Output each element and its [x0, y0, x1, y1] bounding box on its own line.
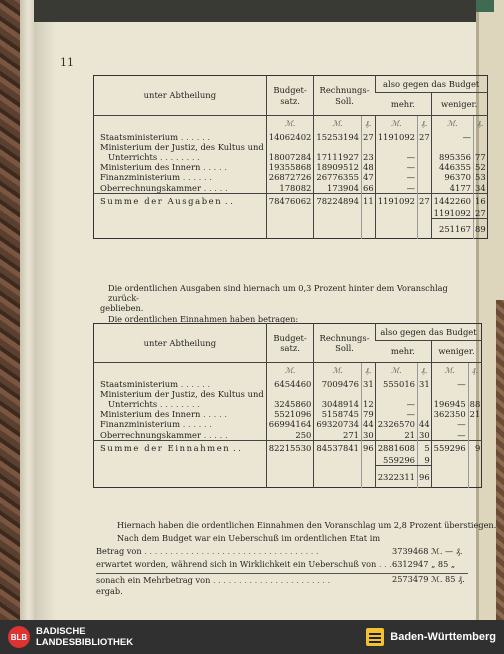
cell-weniger_c [468, 389, 482, 399]
cell-weniger_c: 52 [474, 162, 486, 173]
table-row [94, 172, 488, 182]
minus-weniger-pf: 9 [418, 455, 432, 466]
table-row [94, 399, 482, 409]
cell-mehr [375, 142, 417, 152]
cell-weniger: 96370 [431, 172, 473, 182]
cell-mehr_c [418, 399, 432, 409]
cell-mehr: — [375, 162, 417, 172]
book-cover-marbled-right [496, 300, 504, 620]
sum-weniger: 1442260 [431, 193, 473, 208]
page-number: 11 [60, 56, 74, 69]
cell-weniger: — [431, 132, 473, 142]
table-row [94, 409, 482, 419]
cell-budget: 66994164 [266, 419, 314, 429]
cell-soll: 15253194 [314, 132, 362, 142]
cell-mehr_c: 31 [419, 378, 430, 389]
table-row [94, 389, 482, 399]
cell-soll_c: 27 [363, 131, 374, 142]
blb-logo-icon: BLB [8, 626, 30, 648]
col-header-abtheilung: unter Abtheilung [94, 76, 267, 116]
unit-mark: ℳ. [314, 116, 362, 132]
expenditure-table [93, 75, 488, 239]
cell-weniger_c [473, 132, 487, 142]
cell-weniger_c [468, 430, 482, 441]
minus-weniger: 559296 [375, 455, 417, 466]
col-header-mehr: mehr. [375, 341, 431, 363]
cell-soll [314, 142, 362, 152]
cell-budget [266, 142, 314, 152]
cell-weniger_c: 21 [469, 409, 481, 420]
cell-soll: 26776355 [314, 172, 362, 182]
cell-weniger: 446355 [431, 162, 473, 172]
sum-budget: 78476062 [266, 193, 314, 208]
sum-mehr-pf: 27 [418, 193, 432, 208]
cell-soll: 173904 [314, 183, 362, 194]
unit-pfennig: ₰. [418, 363, 432, 379]
text-excess-label: sonach ein Mehrbetrag von . . . . . . . . . . . . . . . . . . . . . . . [96, 573, 468, 585]
difference-pf: 96 [418, 466, 432, 488]
cell-weniger [431, 389, 468, 399]
cell-soll: 7009476 [314, 379, 362, 389]
table-row [94, 142, 488, 152]
sum-soll-pf: 11 [362, 193, 376, 208]
sum-mehr: 2881608 [375, 440, 417, 455]
value-excess: 2573479 ℳ. 85 ₰. [392, 574, 465, 584]
col-header-budget: Budget- satz. [266, 76, 314, 116]
unit-mark: ℳ. [375, 363, 417, 379]
cell-budget: 18007284 [266, 152, 314, 162]
text-actual-surplus: erwartet worden, während sich in Wirklichkeit ein Ueberschuß von . . . . [96, 559, 398, 569]
cell-mehr_c [418, 389, 432, 399]
table-row [94, 430, 482, 441]
cell-budget: 26872726 [266, 172, 314, 182]
cell-soll: 69320734 [314, 419, 362, 429]
unit-mark: ℳ. [314, 363, 362, 379]
bw-branding[interactable] [365, 627, 496, 647]
text-budget-expected: Nach dem Budget war ein Ueberschuß im ordentlichen Etat im [117, 533, 381, 543]
cell-mehr_c [418, 162, 432, 172]
value-expected-surplus: 3739468 ℳ. — ₰. [392, 546, 463, 556]
row-label: Unterrichts . . . . . . . . [108, 151, 200, 162]
cell-weniger: — [431, 430, 468, 441]
row-label: Oberrechnungskammer . . . . . [100, 182, 228, 193]
col-header-weniger: weniger. [431, 93, 487, 116]
unit-pfennig: ₰. [362, 363, 376, 379]
cell-weniger [431, 142, 473, 152]
sum-mehr: 1191092 [375, 193, 417, 208]
blb-name-line1: BADISCHE [36, 626, 86, 637]
cell-mehr: 2326570 [375, 419, 417, 429]
col-header-mehr: mehr. [375, 93, 431, 116]
difference: 251167 [431, 219, 473, 239]
cell-mehr: 555016 [375, 379, 417, 389]
text-result: ergab. [96, 586, 123, 596]
cell-mehr_c: 30 [419, 429, 430, 440]
sum-soll: 78224894 [314, 193, 362, 208]
sum-budget: 82215530 [266, 440, 314, 455]
cell-budget: 14062402 [266, 132, 314, 142]
row-label: Staatsministerium . . . . . . [100, 378, 211, 389]
cell-soll_c: 23 [363, 151, 374, 162]
row-label: Ministerium der Justiz, des Kultus und [100, 141, 264, 152]
cell-soll_c: 31 [363, 378, 374, 389]
col-header-abtheilung: unter Abtheilung [94, 324, 267, 363]
sum-weniger-pf: 16 [473, 193, 487, 208]
blb-branding[interactable] [8, 626, 133, 648]
bw-label: Baden-Württemberg [390, 631, 496, 643]
revenue-table [93, 323, 482, 488]
table-row [94, 152, 488, 162]
viewer-footer [0, 620, 504, 654]
cell-mehr_c [418, 172, 432, 182]
cell-mehr: 1191092 [375, 132, 417, 142]
cell-weniger: — [431, 379, 468, 389]
cell-soll_c [362, 389, 376, 399]
difference-pf: 89 [473, 219, 487, 239]
cell-soll: 18909512 [314, 162, 362, 172]
row-label: Ministerium des Innern . . . . . [100, 162, 227, 173]
cell-budget: 6454460 [266, 379, 314, 389]
paragraph-expenditure: Die ordentlichen Ausgaben sind hiernach um 0,3 Prozent hinter dem Voranschlag zurück- geblieben. Die ordentlichen Einnahmen haben betragen: [100, 283, 448, 324]
cell-mehr: — [375, 152, 417, 162]
col-header-group: also gegen das Budget [375, 76, 487, 93]
col-header-soll: Rechnungs- Soll. [314, 324, 375, 363]
cell-budget: 5521096 [266, 409, 314, 419]
cell-budget [266, 389, 314, 399]
unit-pfennig: ₰. [473, 116, 487, 132]
table-row [94, 379, 482, 389]
cell-soll_c: 44 [363, 419, 374, 430]
cell-weniger: — [431, 419, 468, 429]
unit-mark: ℳ. [266, 363, 314, 379]
cell-soll_c: 12 [363, 398, 374, 409]
cell-soll_c: 30 [363, 429, 374, 440]
unit-mark: ℳ. [266, 116, 314, 132]
cell-weniger_c: 34 [474, 182, 486, 193]
cell-soll_c [362, 142, 376, 152]
cell-soll: 271 [314, 430, 362, 441]
col-header-group: also gegen das Budget [375, 324, 482, 341]
cell-mehr_c: 44 [419, 419, 430, 430]
book-cover-marbled-left [0, 0, 20, 620]
row-label: Unterrichts . . . . . . . . [108, 398, 200, 409]
sum-weniger-pf: 9 [468, 440, 482, 455]
row-label: Oberrechnungskammer . . . . . [100, 429, 228, 440]
cell-weniger: 196945 [431, 399, 468, 409]
blb-name-line2: LANDESBIBLIOTHEK [36, 637, 134, 648]
sum-mehr-pf: 5 [418, 440, 432, 455]
book-cover-edge [20, 0, 34, 620]
cell-mehr: — [375, 409, 417, 419]
table-row [94, 162, 488, 172]
cell-weniger: 895356 [431, 152, 473, 162]
cell-weniger_c [468, 379, 482, 389]
cell-soll: 17111927 [314, 152, 362, 162]
table-row [94, 419, 482, 429]
minus-mehr: 1191092 [431, 208, 473, 219]
row-label: Finanzministerium . . . . . . [100, 172, 212, 183]
unit-mark: ℳ. [431, 116, 473, 132]
unit-mark: ℳ. [431, 363, 468, 379]
sum-soll: 84537841 [314, 440, 362, 455]
cell-weniger_c: 88 [469, 398, 481, 409]
row-label: Ministerium des Innern . . . . . [100, 409, 227, 420]
cell-budget: 3245860 [266, 399, 314, 409]
row-label: Staatsministerium . . . . . . [100, 131, 211, 142]
cell-weniger: 4177 [431, 183, 473, 194]
cell-mehr: — [375, 399, 417, 409]
table-row [94, 183, 488, 194]
text-amount-label: Betrag von . . . . . . . . . . . . . . . . . . . . . . . . . . . . . . . . . . [96, 546, 319, 556]
unit-pfennig: ₰. [418, 116, 432, 132]
sum-row-label: Summe der Einnahmen . . [100, 442, 241, 453]
cell-soll_c: 79 [363, 409, 374, 420]
cell-mehr_c [418, 152, 432, 162]
sum-weniger: 559296 [431, 440, 468, 455]
unit-mark: ℳ. [375, 116, 417, 132]
row-label: Ministerium der Justiz, des Kultus und [100, 388, 264, 399]
cell-mehr_c [418, 183, 432, 194]
cell-weniger: 362350 [431, 409, 468, 419]
cell-mehr: 21 [375, 430, 417, 441]
value-actual-surplus: 6312947 „ 85 „ [392, 559, 456, 569]
cell-mehr_c [418, 409, 432, 419]
cell-weniger_c [473, 142, 487, 152]
minus-mehr-pf: 27 [474, 207, 486, 218]
cell-weniger_c: 77 [474, 151, 486, 162]
cell-weniger_c: 53 [474, 172, 486, 183]
unit-pfennig: ₰. [362, 116, 376, 132]
cell-budget: 19355868 [266, 162, 314, 172]
cell-budget: 178082 [266, 183, 314, 194]
sum-row-label: Summe der Ausgaben . . [100, 195, 233, 206]
cell-budget: 250 [266, 430, 314, 441]
bw-coat-of-arms-icon [365, 627, 385, 647]
cell-mehr: — [375, 172, 417, 182]
cell-mehr_c [418, 142, 432, 152]
unit-pfennig: ₰. [468, 363, 482, 379]
difference: 2322311 [375, 466, 417, 488]
row-label: Finanzministerium . . . . . . [100, 419, 212, 430]
table-row [94, 132, 488, 142]
sum-soll-pf: 96 [362, 440, 376, 455]
cell-mehr_c: 27 [419, 131, 430, 142]
text-revenue-summary: Hiernach haben die ordentlichen Einnahmen den Voranschlag um 2,8 Prozent überstiegen. [117, 520, 497, 530]
cell-weniger_c [468, 419, 482, 429]
cell-soll_c: 48 [363, 162, 374, 173]
cell-soll [314, 389, 362, 399]
book-cloth-corner [476, 0, 494, 12]
col-header-budget: Budget- satz. [266, 324, 314, 363]
cell-mehr [375, 389, 417, 399]
cell-soll: 5158745 [314, 409, 362, 419]
cell-soll_c: 66 [363, 182, 374, 193]
cell-mehr: — [375, 183, 417, 194]
cell-soll: 3048914 [314, 399, 362, 409]
col-header-soll: Rechnungs- Soll. [314, 76, 375, 116]
col-header-weniger: weniger. [431, 341, 482, 363]
cell-soll_c: 47 [363, 172, 374, 183]
